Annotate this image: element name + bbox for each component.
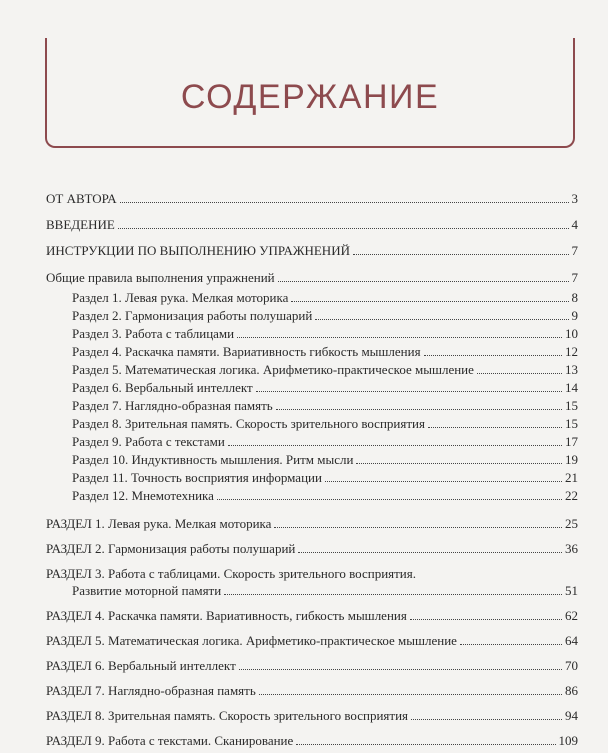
toc-entry-page: 25 xyxy=(565,516,578,531)
toc-entry-page: 21 xyxy=(565,470,578,485)
title-box xyxy=(45,38,575,148)
toc-entry-page: 17 xyxy=(565,434,578,449)
dot-leader xyxy=(118,228,569,229)
toc-entry-label: Раздел 9. Работа с текстами xyxy=(72,434,225,449)
toc-entry-label[interactable]: РАЗДЕЛ 3. Работа с таблицами. Скорость зрительного восприятия. xyxy=(46,566,416,581)
toc-entry[interactable] xyxy=(46,191,578,206)
toc-entry-page: 13 xyxy=(565,362,578,377)
dot-leader xyxy=(298,552,562,553)
toc-entry-label: Раздел 12. Мнемотехника xyxy=(72,488,214,503)
toc-entry-label-continued: Развитие моторной памяти xyxy=(72,583,222,598)
toc-subentry[interactable] xyxy=(72,326,578,341)
dot-leader xyxy=(120,202,569,203)
dot-leader xyxy=(256,391,562,392)
toc-entry-page: 36 xyxy=(565,541,578,556)
toc-entry-page: 7 xyxy=(571,243,578,258)
toc-subentry[interactable] xyxy=(72,398,578,413)
dot-leader xyxy=(239,669,562,670)
toc-entry-page: 15 xyxy=(565,416,578,431)
toc-entry-page: 12 xyxy=(565,344,578,359)
toc-entry-page: 70 xyxy=(565,658,578,673)
toc-entry-page: 64 xyxy=(565,633,578,648)
toc-subentry[interactable] xyxy=(72,470,578,485)
toc-entry-label: Общие правила выполнения упражнений xyxy=(46,270,275,285)
dot-leader xyxy=(228,445,562,446)
toc-entry-page: 10 xyxy=(565,326,578,341)
toc-entry-label: РАЗДЕЛ 5. Математическая логика. Арифметико-практическое мышление xyxy=(46,633,457,648)
toc-entry-page: 22 xyxy=(565,488,578,503)
toc-entry[interactable] xyxy=(46,217,578,232)
toc-entry-label: Раздел 2. Гармонизация работы полушарий xyxy=(72,308,313,323)
toc-subentry[interactable] xyxy=(72,290,578,305)
toc-entry-page: 9 xyxy=(571,308,578,323)
toc-entry-label: Раздел 5. Математическая логика. Арифметико-практическое мышление xyxy=(72,362,474,377)
toc-entry-page: 109 xyxy=(558,733,578,748)
toc-entry-page: 94 xyxy=(565,708,578,723)
dot-leader xyxy=(259,694,562,695)
toc-entry-label: ИНСТРУКЦИИ ПО ВЫПОЛНЕНИЮ УПРАЖНЕНИЙ xyxy=(46,243,350,258)
toc-entry-label: Раздел 1. Левая рука. Мелкая моторика xyxy=(72,290,289,305)
toc-entry-page: 51 xyxy=(565,583,578,598)
toc-entry-label: Раздел 6. Вербальный интеллект xyxy=(72,380,253,395)
toc-subentry[interactable] xyxy=(72,344,578,359)
toc-entry[interactable] xyxy=(46,683,578,698)
toc-entry-page: 15 xyxy=(565,398,578,413)
dot-leader xyxy=(411,719,562,720)
toc-entry[interactable] xyxy=(72,583,578,598)
toc-entry-label: РАЗДЕЛ 1. Левая рука. Мелкая моторика xyxy=(46,516,272,531)
toc-subentry[interactable] xyxy=(72,308,578,323)
toc-entry[interactable] xyxy=(46,633,578,648)
toc-entry[interactable] xyxy=(46,541,578,556)
toc-subentry[interactable] xyxy=(72,488,578,503)
dot-leader xyxy=(353,254,569,255)
toc-entry[interactable] xyxy=(46,270,578,285)
dot-leader xyxy=(274,527,562,528)
toc-entry-page: 7 xyxy=(571,270,578,285)
toc-entry-label: Раздел 10. Индуктивность мышления. Ритм мысли xyxy=(72,452,354,467)
dot-leader xyxy=(296,744,555,745)
dot-leader xyxy=(224,594,562,595)
dot-leader xyxy=(428,427,562,428)
toc-entry-label: РАЗДЕЛ 9. Работа с текстами. Сканирование xyxy=(46,733,294,748)
toc-subentry[interactable] xyxy=(72,362,578,377)
toc-entry[interactable] xyxy=(46,733,578,748)
toc-entry[interactable] xyxy=(46,608,578,623)
dot-leader xyxy=(291,301,568,302)
dot-leader xyxy=(460,644,562,645)
toc-entry-page: 3 xyxy=(571,191,578,206)
toc-entry[interactable] xyxy=(46,708,578,723)
toc-entry-label: РАЗДЕЛ 4. Раскачка памяти. Вариативность, гибкость мышления xyxy=(46,608,407,623)
dot-leader xyxy=(410,619,562,620)
dot-leader xyxy=(424,355,562,356)
toc-subentry[interactable] xyxy=(72,416,578,431)
toc-entry-label: РАЗДЕЛ 2. Гармонизация работы полушарий xyxy=(46,541,296,556)
toc-entry-label: Раздел 8. Зрительная память. Скорость зрительного восприятия xyxy=(72,416,425,431)
toc-entry-label: РАЗДЕЛ 7. Наглядно-образная память xyxy=(46,683,256,698)
toc-entry-label: Раздел 4. Раскачка памяти. Вариативность гибкость мышления xyxy=(72,344,421,359)
dot-leader xyxy=(477,373,562,374)
toc-entry[interactable] xyxy=(46,243,578,258)
dot-leader xyxy=(276,409,562,410)
toc-entry-page: 4 xyxy=(571,217,578,232)
toc-entry-page: 19 xyxy=(565,452,578,467)
toc-entry-label: РАЗДЕЛ 6. Вербальный интеллект xyxy=(46,658,236,673)
dot-leader xyxy=(315,319,568,320)
dot-leader xyxy=(217,499,562,500)
toc-entry-label: РАЗДЕЛ 8. Зрительная память. Скорость зрительного восприятия xyxy=(46,708,409,723)
dot-leader xyxy=(278,281,569,282)
toc-entry-label: Раздел 3. Работа с таблицами xyxy=(72,326,235,341)
toc-entry-page: 62 xyxy=(565,608,578,623)
dot-leader xyxy=(325,481,562,482)
toc-entry-label: ВВЕДЕНИЕ xyxy=(46,217,115,232)
toc-entry-page: 14 xyxy=(565,380,578,395)
toc-entry-label: Раздел 11. Точность восприятия информации xyxy=(72,470,322,485)
page-title: СОДЕРЖАНИЕ xyxy=(180,77,440,116)
toc-subentry[interactable] xyxy=(72,380,578,395)
toc-entry-label: ОТ АВТОРА xyxy=(46,191,117,206)
toc-entry-page: 86 xyxy=(565,683,578,698)
toc-subentry[interactable] xyxy=(72,434,578,449)
toc-entry[interactable] xyxy=(46,516,578,531)
dot-leader xyxy=(356,463,562,464)
toc-subentry[interactable] xyxy=(72,452,578,467)
toc-entry-label: Раздел 7. Наглядно-образная память xyxy=(72,398,273,413)
toc-entry-page: 8 xyxy=(571,290,578,305)
toc-entry[interactable] xyxy=(46,658,578,673)
dot-leader xyxy=(237,337,562,338)
